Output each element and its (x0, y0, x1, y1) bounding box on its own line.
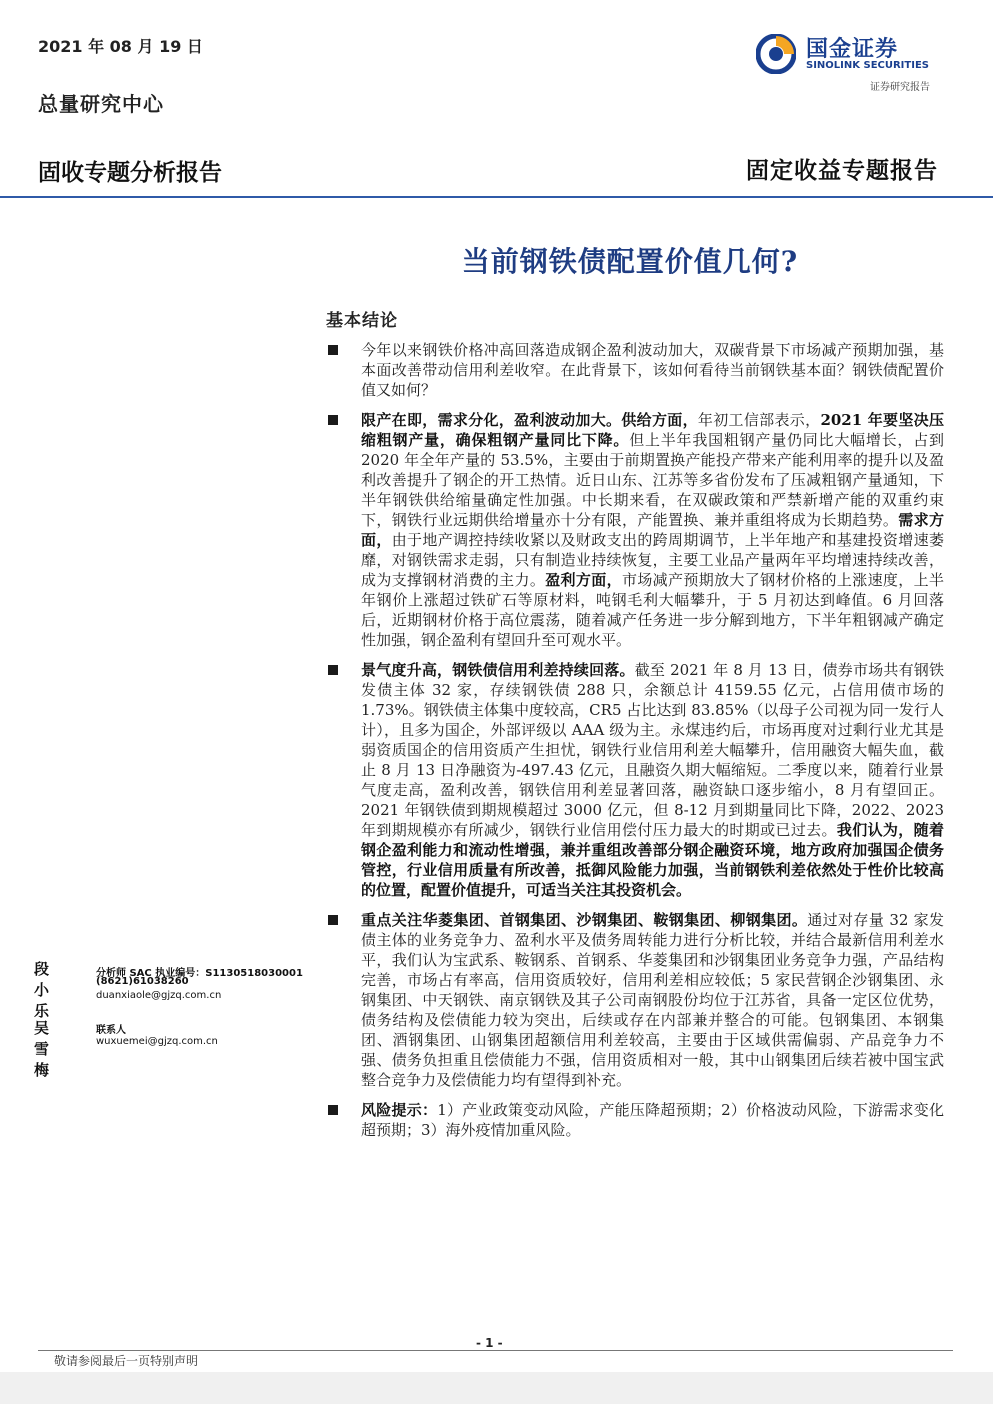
bullet-text: 通过对存量 32 家发债主体的业务竞争力、盈利水平及债务周转能力进行分析比较，并结合最新信用利差水平，我们认为宝武系、鞍钢系、首钢系、华菱集团和沙钢集团业务竞争力强，产品结构完善，市场占有率高，信用资质较好，信用利差相应较低；5 家民营钢企沙钢集团、永钢集团、中天钢铁、南京钢铁及其子公司南钢股份均位于江苏省，具备一定区位优势，债务结构及偿债能力较为突出，后续或存在内部兼并整合的可能。包钢集团、本钢集团、酒钢集团、山钢集团超额信用利差较高，主要由于区域供需偏弱、产品竞争力不强、债务负担重且偿债能力不强，信用资质相对一般，其中山钢集团后续若被中国宝武整合竞争力及偿债能力均有望得到补充。 (361, 911, 944, 1089)
report-title: 当前钢铁债配置价值几何? (461, 245, 799, 278)
bullet-text: 市场减产预期放大了钢材价格的上涨速度，上半年钢价上涨超过铁矿石等原材料，吨钢毛利大幅攀升，于 5 月初达到峰值。6 月回落后，近期钢材价格于高位震荡，随着减产任务进一步分解到地方，下半年粗钢减产确定性加强，钢企盈利有望回升至可观水平。 (361, 571, 944, 649)
analyst-role: 分析师 SAC 执业编号：S1130518030001 (96, 968, 303, 979)
analyst-name: 段小乐 (34, 960, 51, 1020)
bullet-text: 今年以来钢铁价格冲高回落造成钢企盈利波动加大，双碳背景下市场减产预期加强，基本面改善带动信用利差收窄。在此背景下，该如何看待当前钢铁基本面？钢铁债配置价值又如何？ (361, 341, 944, 399)
section-title: 基本结论 (326, 311, 398, 331)
bullet-bold-text: 景气度升高，钢铁债信用利差持续回落。 (361, 661, 635, 679)
research-center: 总量研究中心 (38, 92, 164, 116)
bottom-band (0, 1372, 993, 1404)
list-item (326, 410, 944, 650)
bullet-text: 年初工信部表示， (697, 411, 821, 429)
contact-email[interactable]: wuxuemei@gjzq.com.cn (96, 1036, 218, 1047)
bullet-square-icon (328, 1105, 338, 1115)
footer-disclaimer: 敬请参阅最后一页特别声明 (54, 1354, 199, 1368)
header-divider (0, 196, 993, 198)
bullet-square-icon (328, 415, 338, 425)
bullet-bold-text: 限产在即，需求分化，盈利波动加大。供给方面， (361, 411, 698, 429)
list-item (326, 1100, 944, 1140)
contact-role: 联系人 (96, 1025, 126, 1036)
page-number: - 1 - (470, 1336, 509, 1350)
logo-icon (756, 34, 796, 74)
logo-subtitle: 证券研究报告 (870, 82, 930, 93)
bullet-text: 截至 2021 年 8 月 13 日，债券市场共有钢铁发债主体 32 家，存续钢铁债 288 只，余额总计 4159.55 亿元，占信用债市场的 1.73%。钢铁债主体集中度较高，CR5 占比达到 83.85%（以母子公司视为同一发行人计），且多为国企，外部评级以 AAA 级为主。永煤违约后，市场再度对过剩行业尤其是弱资质国企的信用资质产生担忧，钢铁行业信用利差大幅攀升，信用融资大幅失血，截止 8 月 13 日净融资为-497.43 亿元，且融资久期大幅缩短。二季度以来，随着行业景气度走高，盈利改善，钢铁信用利差显著回落，融资缺口逐步缩小，8 月有望回正。2021 年钢铁债到期规模超过 3000 亿元，但 8-12 月到期量同比下降，2022、2023 年到期规模亦有所减少，钢铁行业信用偿付压力最大的时期或已过去。 (361, 661, 944, 839)
bullet-square-icon (328, 915, 338, 925)
list-item (326, 340, 944, 400)
bullet-bold-text: 2021 年要坚决压缩粗钢产量，确保粗钢产量同比下降。 (361, 411, 944, 449)
bullet-bold-text: 风险提示： (361, 1101, 438, 1119)
analyst-phone: (8621)61038260 (96, 976, 189, 987)
report-date: 2021 年 08 月 19 日 (38, 37, 203, 56)
bullet-square-icon (328, 665, 338, 675)
report-category: 固定收益专题报告 (746, 157, 938, 184)
contact-name: 吴雪梅 (34, 1019, 51, 1079)
bullet-bold-text: 重点关注华菱集团、首钢集团、沙钢集团、鞍钢集团、柳钢集团。 (361, 911, 808, 929)
list-item (326, 660, 944, 900)
bullet-text: 由于地产调控持续收紧以及财政支出的跨周期调节，上半年地产和基建投资增速萎靡，对钢铁需求走弱，只有制造业持续恢复，主要工业品产量两年平均增速持续改善，成为支撑钢材消费的主力。 (361, 531, 944, 589)
report-type: 固收专题分析报告 (38, 160, 222, 186)
footer-divider (38, 1350, 953, 1351)
conclusion-list (326, 340, 944, 1150)
bullet-square-icon (328, 345, 338, 355)
bullet-bold-text: 我们认为，随着钢企盈利能力和流动性增强，兼并重组改善部分钢企融资环境，地方政府加强国企债务管控，行业信用质量有所改善，抵御风险能力加强，当前钢铁利差依然处于性价比较高的位置，配置价值提升，可适当关注其投资机会。 (361, 821, 944, 899)
logo-name-cn: 国金证券 (806, 37, 899, 62)
list-item (326, 910, 944, 1090)
analyst-email[interactable]: duanxiaole@gjzq.com.cn (96, 990, 222, 1001)
bullet-bold-text: 需求方面， (361, 511, 944, 549)
bullet-text: 1）产业政策变动风险，产能压降超预期；2）价格波动风险，下游需求变化超预期；3）海外疫情加重风险。 (361, 1101, 944, 1139)
logo-name-en: SINOLINK SECURITIES (806, 60, 929, 71)
bullet-text: 但上半年我国粗钢产量仍同比大幅增长，占到 2020 年全年产量的 53.5%，主要由于前期置换产能投产带来产能利用率的提升以及盈利改善提升了钢企的开工热情。近日山东、江苏等多省份发布了压减粗钢产量通知，下半年钢铁供给缩量确定性加强。中长期来看，在双碳政策和严禁新增产能的双重约束下，钢铁行业远期供给增量亦十分有限，产能置换、兼并重组将成为长期趋势。 (361, 431, 944, 529)
bullet-bold-text: 盈利方面， (545, 571, 622, 589)
